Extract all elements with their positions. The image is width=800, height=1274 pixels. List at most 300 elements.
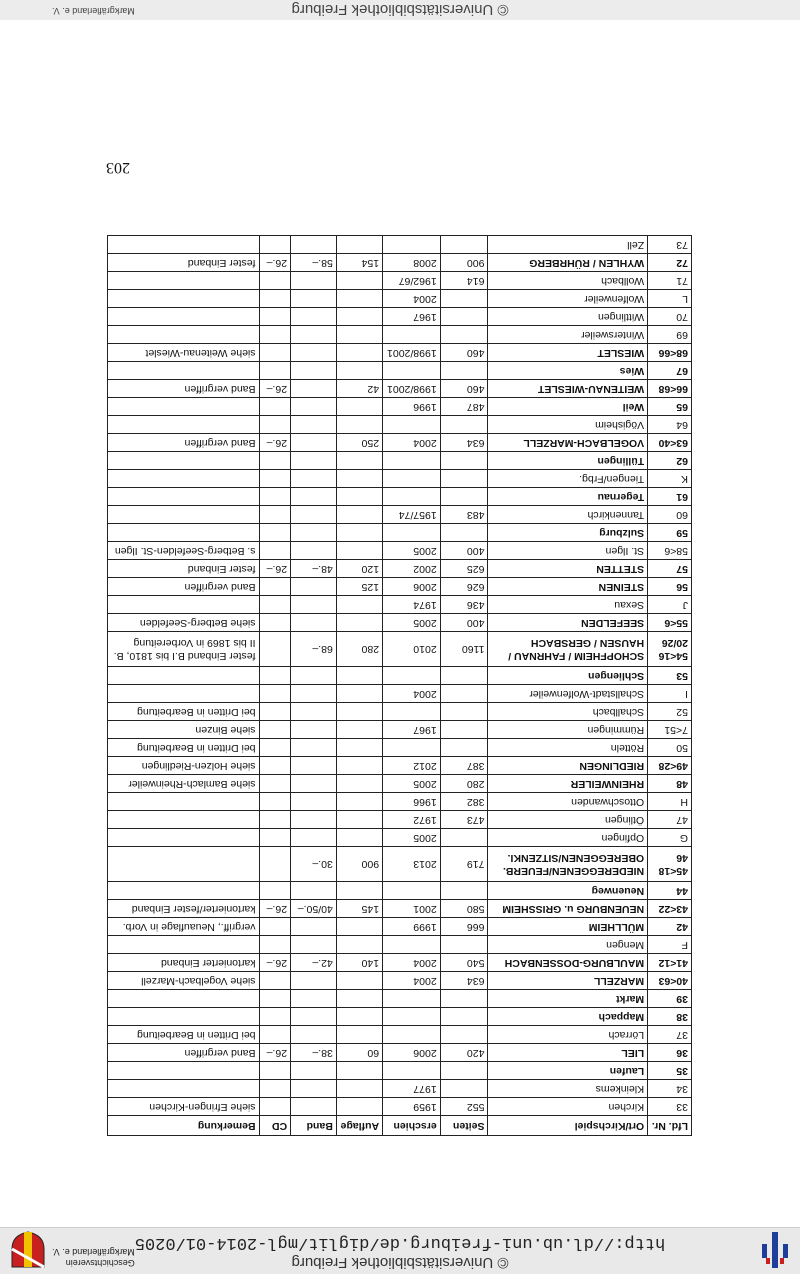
cell-auflage [336, 703, 382, 721]
cell-ort: MÜLLHEIM [488, 918, 648, 936]
table-row [108, 811, 692, 829]
cell-band [291, 829, 337, 847]
cell-nr: 50 [648, 739, 692, 757]
footer-copyright: © Universitätsbibliothek Freiburg [291, 1, 509, 18]
cell-nr: J [648, 596, 692, 614]
cell-ort: Wolfenweiler [488, 290, 648, 308]
cell-seiten: 400 [440, 542, 488, 560]
cell-ort: Markt [488, 990, 648, 1008]
header-seiten: Seiten [440, 1116, 488, 1136]
table-row [108, 398, 692, 416]
viewer-footer-band [0, 0, 800, 20]
cell-band [291, 506, 337, 524]
cell-nr: 60 [648, 506, 692, 524]
table-row [108, 308, 692, 326]
table-row [108, 326, 692, 344]
cell-bem [108, 685, 260, 703]
cell-bem [108, 470, 260, 488]
cell-ort: Tannenkirch [488, 506, 648, 524]
cell-auflage [336, 685, 382, 703]
cell-band [291, 236, 337, 254]
cell-seiten: 552 [440, 1098, 488, 1116]
cell-erschien: 1977 [383, 1080, 441, 1098]
table-row [108, 900, 692, 918]
table-row [108, 739, 692, 757]
cell-ort: Weil [488, 398, 648, 416]
cell-nr: 67 [648, 362, 692, 380]
cell-seiten [440, 1062, 488, 1080]
cell-bem [108, 1080, 260, 1098]
cell-cd [259, 488, 291, 506]
cell-seiten: 280 [440, 775, 488, 793]
cell-nr: 68<66 [648, 344, 692, 362]
cell-auflage [336, 344, 382, 362]
cell-cd [259, 1080, 291, 1098]
cell-cd [259, 972, 291, 990]
cell-erschien [383, 1062, 441, 1080]
cell-bem [108, 596, 260, 614]
cell-bem: bei Dritten in Bearbeitung [108, 703, 260, 721]
cell-nr: 43<22 [648, 900, 692, 918]
cell-erschien: 2004 [383, 434, 441, 452]
cell-cd [259, 703, 291, 721]
cell-cd [259, 775, 291, 793]
cell-bem [108, 326, 260, 344]
table-row [108, 416, 692, 434]
table-row [108, 721, 692, 739]
cell-erschien: 1996 [383, 398, 441, 416]
cell-ort: Schliengen [488, 667, 648, 685]
cell-seiten [440, 739, 488, 757]
cell-bem [108, 236, 260, 254]
cell-cd [259, 308, 291, 326]
cell-band [291, 811, 337, 829]
cell-erschien [383, 667, 441, 685]
cell-cd [259, 416, 291, 434]
cell-auflage [336, 990, 382, 1008]
cell-cd [259, 793, 291, 811]
cell-ort: Ötlingen [488, 811, 648, 829]
cell-cd [259, 542, 291, 560]
table-row [108, 1098, 692, 1116]
cell-auflage [336, 1098, 382, 1116]
cell-erschien: 1966 [383, 793, 441, 811]
cell-bem [108, 667, 260, 685]
society-name [52, 1246, 135, 1268]
cell-seiten [440, 470, 488, 488]
table-row [108, 918, 692, 936]
cell-bem [108, 811, 260, 829]
cell-ort: Mengen [488, 936, 648, 954]
cell-cd: 26.– [259, 254, 291, 272]
cell-auflage: 60 [336, 1044, 382, 1062]
cell-auflage [336, 972, 382, 990]
cell-bem: Band vergriffen [108, 578, 260, 596]
cell-auflage [336, 721, 382, 739]
cell-erschien: 2004 [383, 685, 441, 703]
cell-nr: 42 [648, 918, 692, 936]
table-row [108, 757, 692, 775]
cell-ort: NIEDEREGGENEN/FEUERB. OBEREGGENEN/SITZENKI. [488, 847, 648, 882]
cell-ort: Rötteln [488, 739, 648, 757]
table-row [108, 775, 692, 793]
cell-cd [259, 667, 291, 685]
cell-seiten [440, 936, 488, 954]
cell-band [291, 524, 337, 542]
cell-erschien: 1998/2001 [383, 380, 441, 398]
cell-band [291, 596, 337, 614]
cell-ort: Laufen [488, 1062, 648, 1080]
cell-auflage [336, 829, 382, 847]
cell-cd [259, 326, 291, 344]
cell-seiten: 400 [440, 614, 488, 632]
cell-nr: 40<63 [648, 972, 692, 990]
cell-nr: 56 [648, 578, 692, 596]
cell-nr: 70 [648, 308, 692, 326]
cell-erschien: 1967 [383, 721, 441, 739]
cell-seiten [440, 236, 488, 254]
cell-erschien: 2005 [383, 614, 441, 632]
cell-cd [259, 918, 291, 936]
header-ort: Ort/Kirchspiel [488, 1116, 648, 1136]
table-row [108, 1026, 692, 1044]
cell-seiten [440, 452, 488, 470]
cell-seiten: 625 [440, 560, 488, 578]
cell-ort: Kleinkems [488, 1080, 648, 1098]
table-row [108, 488, 692, 506]
table-row [108, 1080, 692, 1098]
table-row [108, 936, 692, 954]
cell-auflage [336, 416, 382, 434]
cell-band [291, 434, 337, 452]
table-row [108, 344, 692, 362]
cell-ort: WYHLEN / RÜHRBERG [488, 254, 648, 272]
cell-seiten [440, 416, 488, 434]
cell-cd [259, 739, 291, 757]
cell-ort: Vögisheim [488, 416, 648, 434]
cell-seiten: 666 [440, 918, 488, 936]
cell-bem: bei Dritten in Bearbeitung [108, 739, 260, 757]
cell-band: 40/50.– [291, 900, 337, 918]
cell-band: 38.– [291, 1044, 337, 1062]
table-row [108, 1044, 692, 1062]
cell-auflage [336, 614, 382, 632]
cell-erschien: 2013 [383, 847, 441, 882]
cell-ort: Kirchen [488, 1098, 648, 1116]
cell-erschien [383, 452, 441, 470]
cell-band [291, 416, 337, 434]
cell-erschien: 2004 [383, 972, 441, 990]
cell-ort: Wies [488, 362, 648, 380]
cell-erschien [383, 882, 441, 900]
cell-cd: 26.– [259, 1044, 291, 1062]
cell-cd [259, 452, 291, 470]
cell-erschien: 2002 [383, 560, 441, 578]
cell-nr: 7<51 [648, 721, 692, 739]
cell-seiten: 626 [440, 578, 488, 596]
table-row [108, 542, 692, 560]
cell-nr: 45<18 46 [648, 847, 692, 882]
cell-auflage [336, 882, 382, 900]
cell-auflage [336, 1080, 382, 1098]
cell-cd [259, 632, 291, 667]
cell-seiten [440, 488, 488, 506]
cell-ort: Rümmingen [488, 721, 648, 739]
cell-seiten: 540 [440, 954, 488, 972]
cell-ort: Sexau [488, 596, 648, 614]
cell-bem: siehe Vogelbach-Marzell [108, 972, 260, 990]
cell-seiten [440, 990, 488, 1008]
cell-ort: Wintersweiler [488, 326, 648, 344]
cell-cd: 26.– [259, 900, 291, 918]
cell-bem [108, 882, 260, 900]
cell-ort: WEITENAU-WIESLET [488, 380, 648, 398]
cell-erschien: 1999 [383, 918, 441, 936]
cell-auflage: 140 [336, 954, 382, 972]
cell-seiten [440, 308, 488, 326]
cell-ort: Schallbach [488, 703, 648, 721]
footer-society: Markgräflerland e. V. [52, 6, 135, 16]
society-name-line: Geschichtsverein [65, 1258, 135, 1268]
cell-cd [259, 990, 291, 1008]
table-row [108, 362, 692, 380]
cell-band [291, 703, 337, 721]
cell-cd: 26.– [259, 434, 291, 452]
cell-auflage [336, 542, 382, 560]
cell-cd [259, 578, 291, 596]
cell-band [291, 380, 337, 398]
table-row [108, 290, 692, 308]
cell-band [291, 578, 337, 596]
cell-band [291, 452, 337, 470]
cell-band [291, 918, 337, 936]
cell-auflage [336, 918, 382, 936]
cell-band [291, 326, 337, 344]
cell-ort: Wollbach [488, 272, 648, 290]
parish-register-table [107, 235, 692, 1136]
cell-band [291, 1008, 337, 1026]
cell-ort: Mappach [488, 1008, 648, 1026]
cell-ort: Tüllingen [488, 452, 648, 470]
cell-erschien: 1967 [383, 308, 441, 326]
cell-bem [108, 936, 260, 954]
cell-erschien: 2005 [383, 542, 441, 560]
cell-cd [259, 882, 291, 900]
cell-ort: NEUENBURG u. GRISSHEIM [488, 900, 648, 918]
cell-cd [259, 1008, 291, 1026]
cell-nr: 52 [648, 703, 692, 721]
cell-cd [259, 936, 291, 954]
table-row [108, 829, 692, 847]
cell-ort: Tiengen/Frbg. [488, 470, 648, 488]
cell-bem [108, 829, 260, 847]
cell-auflage [336, 452, 382, 470]
cell-auflage [336, 667, 382, 685]
cell-auflage [336, 757, 382, 775]
header-erschien: erschien [383, 1116, 441, 1136]
cell-erschien: 2012 [383, 757, 441, 775]
cell-cd [259, 829, 291, 847]
cell-band: 30.– [291, 847, 337, 882]
cell-auflage: 154 [336, 254, 382, 272]
cell-cd [259, 811, 291, 829]
page-url[interactable]: http://dl.ub.uni-freiburg.de/diglit/mgl-2014-01/0205 [134, 1233, 666, 1252]
cell-band [291, 1098, 337, 1116]
cell-band: 48.– [291, 560, 337, 578]
cell-auflage [336, 506, 382, 524]
cell-seiten: 719 [440, 847, 488, 882]
cell-nr: 35 [648, 1062, 692, 1080]
cell-bem: kartonierter/fester Einband [108, 900, 260, 918]
cell-band [291, 344, 337, 362]
cell-seiten: 487 [440, 398, 488, 416]
cell-auflage [336, 236, 382, 254]
cell-bem [108, 1062, 260, 1080]
university-logo-icon [758, 1232, 792, 1268]
cell-seiten: 420 [440, 1044, 488, 1062]
cell-ort: STETTEN [488, 560, 648, 578]
cell-cd: 26.– [259, 954, 291, 972]
cell-cd [259, 344, 291, 362]
cell-seiten [440, 685, 488, 703]
cell-cd: 26.– [259, 560, 291, 578]
cell-nr: 64 [648, 416, 692, 434]
society-crest-icon [10, 1231, 46, 1269]
cell-cd [259, 685, 291, 703]
table-row [108, 596, 692, 614]
cell-erschien: 2006 [383, 1044, 441, 1062]
cell-nr: 58<6 [648, 542, 692, 560]
table-row [108, 560, 692, 578]
cell-nr: 66<68 [648, 380, 692, 398]
table-row [108, 470, 692, 488]
table-row [108, 434, 692, 452]
cell-bem: s. Betberg-Seefelden-St. Ilgen [108, 542, 260, 560]
table-row [108, 524, 692, 542]
cell-auflage: 280 [336, 632, 382, 667]
cell-auflage: 120 [336, 560, 382, 578]
cell-band [291, 793, 337, 811]
cell-band [291, 757, 337, 775]
cell-band: 68.– [291, 632, 337, 667]
cell-auflage [336, 1008, 382, 1026]
cell-ort: Sulzburg [488, 524, 648, 542]
cell-bem: siehe Betberg-Seefelden [108, 614, 260, 632]
cell-erschien: 2008 [383, 254, 441, 272]
cell-seiten [440, 326, 488, 344]
cell-nr: 72 [648, 254, 692, 272]
cell-erschien: 2004 [383, 954, 441, 972]
viewer-header-band [0, 1227, 800, 1274]
cell-seiten [440, 703, 488, 721]
cell-nr: 37 [648, 1026, 692, 1044]
cell-cd [259, 506, 291, 524]
cell-seiten: 460 [440, 344, 488, 362]
cell-nr: 69 [648, 326, 692, 344]
cell-auflage: 145 [336, 900, 382, 918]
cell-band [291, 775, 337, 793]
cell-band [291, 667, 337, 685]
cell-ort: Schallstadt-Wolfenweiler [488, 685, 648, 703]
cell-nr: 61 [648, 488, 692, 506]
cell-band [291, 488, 337, 506]
cell-band [291, 990, 337, 1008]
cell-auflage [336, 362, 382, 380]
cell-nr: K [648, 470, 692, 488]
cell-auflage [336, 811, 382, 829]
cell-nr: 65 [648, 398, 692, 416]
cell-seiten [440, 882, 488, 900]
cell-bem [108, 1008, 260, 1026]
header-lfd-nr: Lfd. Nr. [648, 1116, 692, 1136]
cell-bem: siehe Efringen-Kirchen [108, 1098, 260, 1116]
cell-cd [259, 362, 291, 380]
cell-seiten: 387 [440, 757, 488, 775]
cell-cd [259, 1026, 291, 1044]
cell-nr: 73 [648, 236, 692, 254]
cell-auflage [336, 308, 382, 326]
cell-band [291, 936, 337, 954]
table-row [108, 1008, 692, 1026]
cell-nr: 55<6 [648, 614, 692, 632]
cell-seiten: 614 [440, 272, 488, 290]
cell-bem [108, 272, 260, 290]
cell-erschien: 1972 [383, 811, 441, 829]
cell-cd [259, 290, 291, 308]
cell-auflage [336, 524, 382, 542]
society-name-line: Markgräflerland e. V. [52, 1247, 135, 1257]
cell-nr: 71 [648, 272, 692, 290]
cell-seiten [440, 290, 488, 308]
cell-seiten: 634 [440, 972, 488, 990]
cell-erschien: 1962/67 [383, 272, 441, 290]
cell-auflage: 900 [336, 847, 382, 882]
cell-nr: H [648, 793, 692, 811]
cell-band [291, 721, 337, 739]
cell-auflage [336, 290, 382, 308]
table-row [108, 954, 692, 972]
cell-auflage [336, 488, 382, 506]
cell-seiten [440, 1008, 488, 1026]
cell-ort: Wittlingen [488, 308, 648, 326]
cell-nr: 36 [648, 1044, 692, 1062]
cell-seiten [440, 1080, 488, 1098]
cell-nr: 33 [648, 1098, 692, 1116]
table-row [108, 1062, 692, 1080]
cell-cd: 26.– [259, 380, 291, 398]
table-row [108, 990, 692, 1008]
cell-bem: siehe Bamlach-Rheinweiler [108, 775, 260, 793]
cell-nr: 53 [648, 667, 692, 685]
cell-auflage: 42 [336, 380, 382, 398]
cell-ort: VOGELBACH-MARZELL [488, 434, 648, 452]
cell-erschien: 2010 [383, 632, 441, 667]
cell-band [291, 362, 337, 380]
cell-seiten: 1160 [440, 632, 488, 667]
cell-nr: 47 [648, 811, 692, 829]
cell-bem [108, 416, 260, 434]
cell-cd [259, 272, 291, 290]
cell-band [291, 882, 337, 900]
table-body [108, 236, 692, 1116]
cell-seiten: 900 [440, 254, 488, 272]
cell-ort: Zell [488, 236, 648, 254]
cell-erschien [383, 236, 441, 254]
table-row [108, 972, 692, 990]
cell-band [291, 614, 337, 632]
cell-bem [108, 847, 260, 882]
cell-auflage [336, 1026, 382, 1044]
